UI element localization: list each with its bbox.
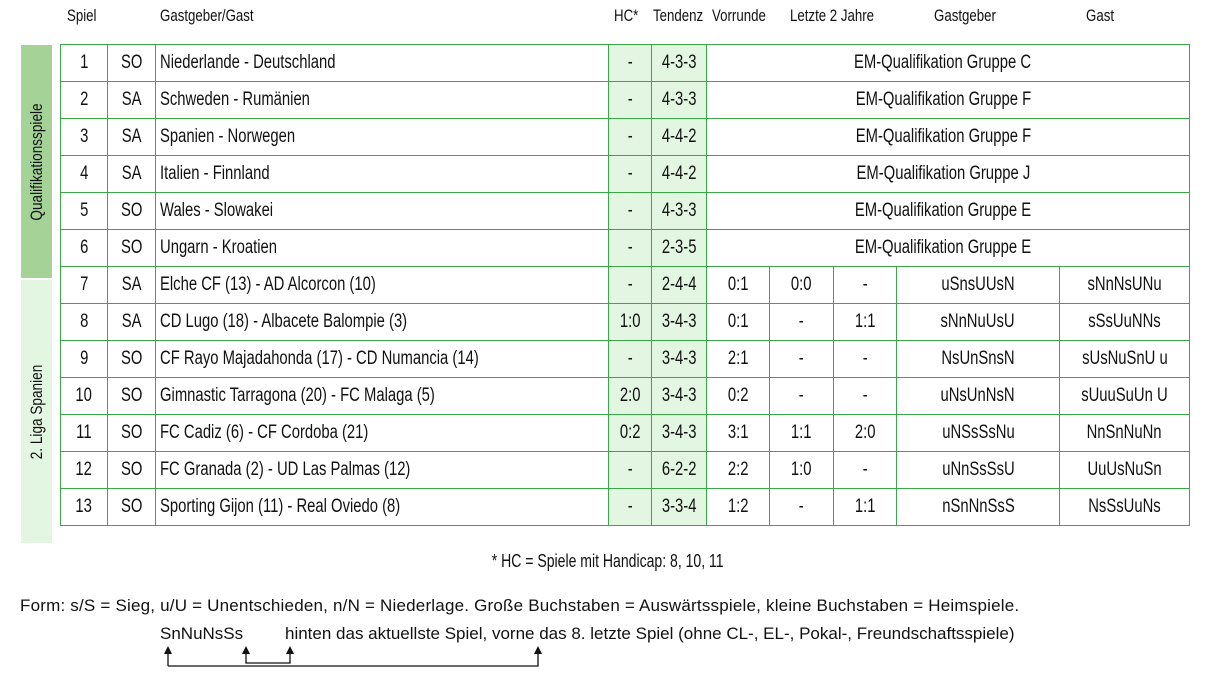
cell-letzte-jahr-1: - xyxy=(770,489,834,526)
cell-spiel-nr: 4 xyxy=(61,156,108,193)
cell-form-gastgeber: uNnSsSsU xyxy=(897,452,1060,489)
cell-form-gastgeber: nSnNnSsS xyxy=(897,489,1060,526)
cell-tendenz: 2-3-5 xyxy=(652,230,707,267)
cell-form-gastgeber: uSnsUUsN xyxy=(897,267,1060,304)
form-example: SnNuNsSs xyxy=(160,624,244,643)
cell-hc: - xyxy=(609,341,652,378)
cell-tag: SO xyxy=(108,45,156,82)
cell-tag: SA xyxy=(108,119,156,156)
cell-hc: - xyxy=(609,230,652,267)
cell-paarung: Spanien - Norwegen xyxy=(156,119,609,156)
header-hc: HC* xyxy=(614,6,639,25)
cell-wettbewerb: EM-Qualifikation Gruppe E xyxy=(707,230,1190,267)
cell-wettbewerb: EM-Qualifikation Gruppe E xyxy=(707,193,1190,230)
cell-form-gastgeber: uNsUnNsN xyxy=(897,378,1060,415)
cell-vorrunde: 3:1 xyxy=(707,415,770,452)
cell-letzte-jahr-1: 1:1 xyxy=(770,415,834,452)
cell-spiel-nr: 11 xyxy=(61,415,108,452)
cell-tendenz: 4-3-3 xyxy=(652,82,707,119)
cell-letzte-jahr-2: 2:0 xyxy=(834,415,897,452)
cell-letzte-jahr-2: 1:1 xyxy=(834,304,897,341)
cell-spiel-nr: 6 xyxy=(61,230,108,267)
cell-wettbewerb: EM-Qualifikation Gruppe C xyxy=(707,45,1190,82)
form-legend: Form: s/S = Sieg, u/U = Unentschieden, n/N = Niederlage. Große Buchstaben = Auswärtsspiele, kleine Buchstaben = Heimspiele. xyxy=(20,596,1020,615)
cell-tendenz: 3-4-3 xyxy=(652,415,707,452)
cell-hc: - xyxy=(609,452,652,489)
header-tendenz: Tendenz xyxy=(653,6,704,25)
cell-letzte-jahr-1: - xyxy=(770,378,834,415)
cell-tendenz: 3-4-3 xyxy=(652,378,707,415)
cell-hc: 1:0 xyxy=(609,304,652,341)
cell-tendenz: 4-4-2 xyxy=(652,156,707,193)
cell-spiel-nr: 10 xyxy=(61,378,108,415)
footnote: * HC = Spiele mit Handicap: 8, 10, 11 xyxy=(491,551,724,571)
cell-hc: - xyxy=(609,82,652,119)
header-gastgeber-gast: Gastgeber/Gast xyxy=(160,6,254,25)
header-spiel: Spiel xyxy=(67,6,97,25)
cell-form-gast: sUsNuSnU u xyxy=(1060,341,1190,378)
cell-spiel-nr: 2 xyxy=(61,82,108,119)
cell-form-gast: sUuuSuUn U xyxy=(1060,378,1190,415)
cell-hc: 2:0 xyxy=(609,378,652,415)
cell-hc: - xyxy=(609,193,652,230)
cell-paarung: Sporting Gijon (11) - Real Oviedo (8) xyxy=(156,489,609,526)
cell-letzte-jahr-1: 0:0 xyxy=(770,267,834,304)
cell-hc: - xyxy=(609,267,652,304)
cell-letzte-jahr-2: 1:1 xyxy=(834,489,897,526)
cell-form-gast: NnSnNuNn xyxy=(1060,415,1190,452)
cell-tag: SA xyxy=(108,156,156,193)
cell-hc: - xyxy=(609,45,652,82)
cell-hc: - xyxy=(609,156,652,193)
cell-letzte-jahr-1: - xyxy=(770,341,834,378)
cell-tendenz: 2-4-4 xyxy=(652,267,707,304)
cell-spiel-nr: 9 xyxy=(61,341,108,378)
header-gast: Gast xyxy=(1086,6,1115,25)
cell-hc: - xyxy=(609,119,652,156)
section-label-liga: 2. Liga Spanien xyxy=(26,364,46,459)
section-label-qualifikation: Qualifikationsspiele xyxy=(26,102,46,221)
cell-form-gast: sNnNsUNu xyxy=(1060,267,1190,304)
cell-tendenz: 3-4-3 xyxy=(652,341,707,378)
cell-tag: SO xyxy=(108,452,156,489)
cell-letzte-jahr-2: - xyxy=(834,452,897,489)
cell-tag: SA xyxy=(108,267,156,304)
cell-vorrunde: 2:1 xyxy=(707,341,770,378)
cell-paarung: Italien - Finnland xyxy=(156,156,609,193)
cell-form-gastgeber: uNSsSsNu xyxy=(897,415,1060,452)
cell-tag: SO xyxy=(108,341,156,378)
cell-letzte-jahr-2: - xyxy=(834,267,897,304)
cell-tag: SO xyxy=(108,193,156,230)
cell-tendenz: 4-3-3 xyxy=(652,45,707,82)
cell-hc: 0:2 xyxy=(609,415,652,452)
form-explanation: hinten das aktuellste Spiel, vorne das 8. letzte Spiel (ohne CL-, EL-, Pokal-, Freundschaftsspiele) xyxy=(285,624,1015,643)
cell-tag: SO xyxy=(108,415,156,452)
cell-wettbewerb: EM-Qualifikation Gruppe J xyxy=(707,156,1190,193)
cell-paarung: Ungarn - Kroatien xyxy=(156,230,609,267)
cell-tendenz: 4-4-2 xyxy=(652,119,707,156)
cell-paarung: Schweden - Rumänien xyxy=(156,82,609,119)
cell-letzte-jahr-1: 1:0 xyxy=(770,452,834,489)
cell-vorrunde: 1:2 xyxy=(707,489,770,526)
cell-vorrunde: 0:2 xyxy=(707,378,770,415)
cell-vorrunde: 0:1 xyxy=(707,267,770,304)
cell-tag: SO xyxy=(108,489,156,526)
header-vorrunde: Vorrunde xyxy=(712,6,766,25)
cell-letzte-jahr-1: - xyxy=(770,304,834,341)
header-gastgeber: Gastgeber xyxy=(934,6,996,25)
header-letzte-2-jahre: Letzte 2 Jahre xyxy=(790,6,875,25)
cell-spiel-nr: 7 xyxy=(61,267,108,304)
cell-tag: SA xyxy=(108,304,156,341)
cell-paarung: Wales - Slowakei xyxy=(156,193,609,230)
cell-spiel-nr: 1 xyxy=(61,45,108,82)
cell-spiel-nr: 5 xyxy=(61,193,108,230)
cell-paarung: CD Lugo (18) - Albacete Balompie (3) xyxy=(156,304,609,341)
cell-paarung: CF Rayo Majadahonda (17) - CD Numancia (14) xyxy=(156,341,609,378)
cell-paarung: Elche CF (13) - AD Alcorcon (10) xyxy=(156,267,609,304)
cell-spiel-nr: 8 xyxy=(61,304,108,341)
cell-form-gastgeber: sNnNuUsU xyxy=(897,304,1060,341)
cell-wettbewerb: EM-Qualifikation Gruppe F xyxy=(707,119,1190,156)
cell-tendenz: 3-3-4 xyxy=(652,489,707,526)
cell-form-gast: sSsUuNNs xyxy=(1060,304,1190,341)
cell-wettbewerb: EM-Qualifikation Gruppe F xyxy=(707,82,1190,119)
cell-spiel-nr: 3 xyxy=(61,119,108,156)
cell-tendenz: 3-4-3 xyxy=(652,304,707,341)
cell-vorrunde: 2:2 xyxy=(707,452,770,489)
cell-tendenz: 4-3-3 xyxy=(652,193,707,230)
cell-tag: SA xyxy=(108,82,156,119)
cell-paarung: Niederlande - Deutschland xyxy=(156,45,609,82)
cell-vorrunde: 0:1 xyxy=(707,304,770,341)
cell-hc: - xyxy=(609,489,652,526)
cell-form-gast: UuUsNuSn xyxy=(1060,452,1190,489)
cell-letzte-jahr-2: - xyxy=(834,378,897,415)
cell-spiel-nr: 12 xyxy=(61,452,108,489)
cell-tag: SO xyxy=(108,378,156,415)
cell-paarung: FC Granada (2) - UD Las Palmas (12) xyxy=(156,452,609,489)
cell-tendenz: 6-2-2 xyxy=(652,452,707,489)
cell-tag: SO xyxy=(108,230,156,267)
cell-form-gastgeber: NsUnSnsN xyxy=(897,341,1060,378)
cell-paarung: FC Cadiz (6) - CF Cordoba (21) xyxy=(156,415,609,452)
cell-spiel-nr: 13 xyxy=(61,489,108,526)
cell-form-gast: NsSsUuNs xyxy=(1060,489,1190,526)
cell-letzte-jahr-2: - xyxy=(834,341,897,378)
cell-paarung: Gimnastic Tarragona (20) - FC Malaga (5) xyxy=(156,378,609,415)
